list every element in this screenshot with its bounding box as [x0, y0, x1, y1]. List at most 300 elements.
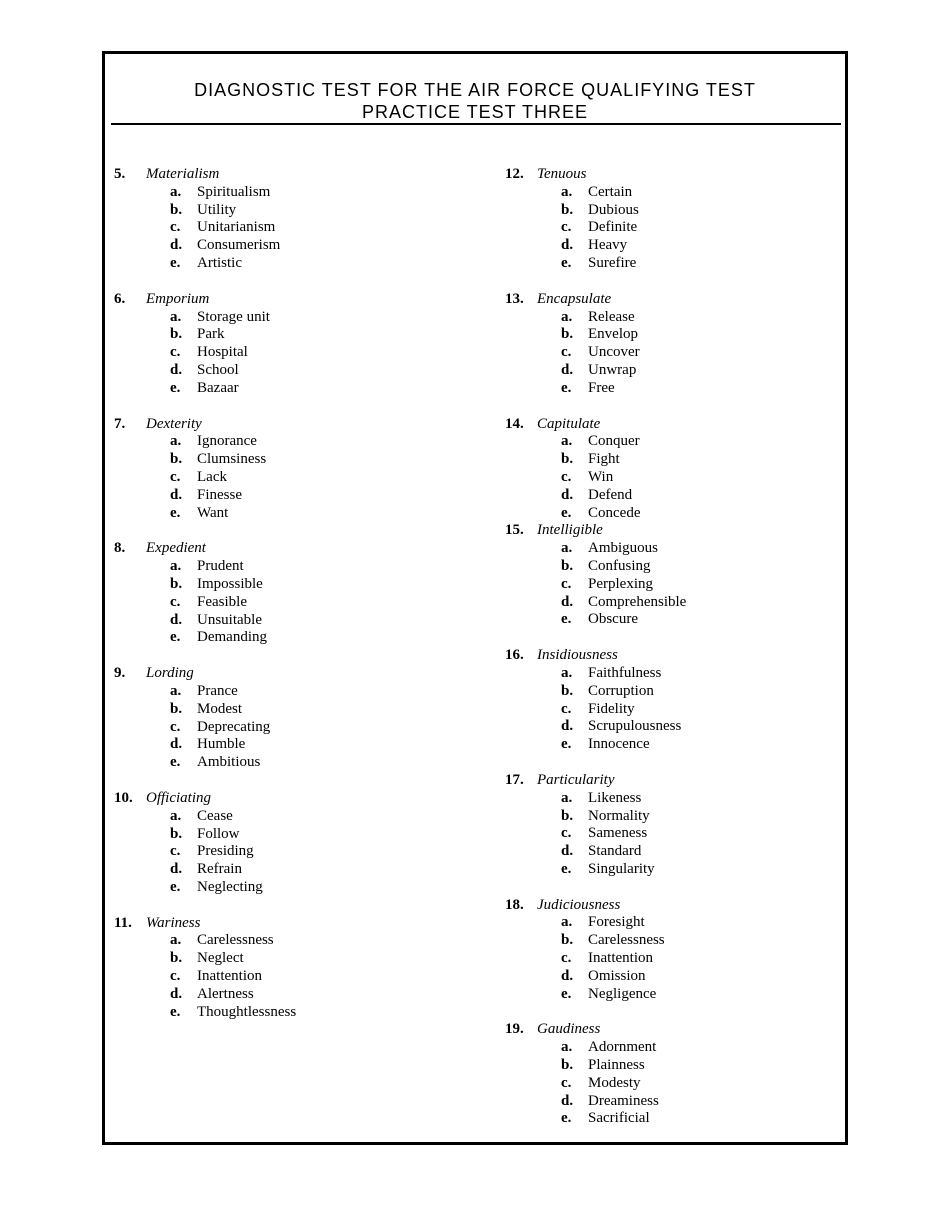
- option-text: Refrain: [197, 861, 242, 878]
- option-letter: c.: [561, 575, 572, 592]
- option-text: Deprecating: [197, 718, 271, 735]
- option-letter: c.: [170, 843, 181, 860]
- answer-option[interactable]: [114, 309, 464, 327]
- answer-option[interactable]: [505, 808, 835, 826]
- answer-option[interactable]: [114, 701, 464, 719]
- answer-option[interactable]: [114, 986, 464, 1004]
- answer-option[interactable]: [114, 433, 464, 451]
- option-text: Free: [588, 379, 615, 396]
- option-letter: e.: [170, 254, 181, 271]
- test-subtitle: PRACTICE TEST THREE: [361, 102, 589, 122]
- answer-option[interactable]: [505, 932, 835, 950]
- option-letter: d.: [561, 718, 574, 735]
- answer-option[interactable]: [505, 790, 835, 808]
- answer-option[interactable]: [114, 879, 464, 897]
- answer-option[interactable]: [114, 505, 464, 523]
- question-spacer: [114, 772, 464, 790]
- option-text: Dreaminess: [588, 1092, 659, 1109]
- option-text: Foresight: [588, 914, 645, 931]
- answer-option[interactable]: [114, 683, 464, 701]
- option-text: Corruption: [588, 682, 654, 699]
- answer-option[interactable]: [505, 950, 835, 968]
- option-letter: b.: [170, 950, 183, 967]
- option-letter: d.: [561, 361, 574, 378]
- option-letter: a.: [170, 308, 182, 325]
- question-block: [505, 897, 835, 1004]
- option-letter: d.: [170, 736, 183, 753]
- answer-option[interactable]: [114, 843, 464, 861]
- option-text: Release: [588, 308, 635, 325]
- option-text: Bazaar: [197, 379, 239, 396]
- answer-option[interactable]: [505, 219, 835, 237]
- option-text: Ignorance: [197, 433, 257, 450]
- option-text: Demanding: [197, 629, 267, 646]
- answer-option[interactable]: [114, 469, 464, 487]
- option-text: Artistic: [197, 254, 242, 271]
- question-block: [114, 540, 464, 647]
- question-number: 18.: [505, 896, 524, 913]
- answer-option[interactable]: [505, 1057, 835, 1075]
- option-text: Adornment: [588, 1039, 657, 1056]
- option-letter: e.: [170, 878, 181, 895]
- answer-option[interactable]: [114, 219, 464, 237]
- left-question-column: [114, 166, 464, 1021]
- answer-option[interactable]: [505, 1110, 835, 1128]
- option-letter: b.: [170, 451, 183, 468]
- option-letter: c.: [170, 593, 181, 610]
- answer-option[interactable]: [505, 469, 835, 487]
- option-letter: b.: [561, 326, 574, 343]
- option-letter: c.: [561, 700, 572, 717]
- question-spacer: [114, 897, 464, 915]
- option-text: Fight: [588, 451, 620, 468]
- question-number: 10.: [114, 789, 133, 806]
- option-text: Neglect: [197, 950, 244, 967]
- option-letter: c.: [170, 219, 181, 236]
- option-letter: a.: [170, 807, 182, 824]
- option-letter: e.: [170, 504, 181, 521]
- answer-option[interactable]: [114, 950, 464, 968]
- question-line: [114, 665, 464, 683]
- answer-option[interactable]: [114, 558, 464, 576]
- option-text: Unitarianism: [197, 219, 276, 236]
- answer-option[interactable]: [505, 344, 835, 362]
- option-letter: c.: [170, 718, 181, 735]
- option-letter: d.: [170, 861, 183, 878]
- option-text: Surefire: [588, 254, 637, 271]
- question-word: Expedient: [146, 540, 206, 557]
- answer-option[interactable]: [505, 1039, 835, 1057]
- question-line: [114, 416, 464, 434]
- answer-option[interactable]: [505, 843, 835, 861]
- answer-option[interactable]: [505, 380, 835, 398]
- answer-option[interactable]: [114, 968, 464, 986]
- option-letter: b.: [170, 201, 183, 218]
- option-text: Presiding: [197, 843, 254, 860]
- option-letter: a.: [561, 789, 573, 806]
- answer-option[interactable]: [114, 932, 464, 950]
- question-word: Judiciousness: [537, 896, 621, 913]
- question-number: 19.: [505, 1021, 524, 1038]
- option-text: Carelessness: [588, 932, 665, 949]
- question-block: [114, 291, 464, 398]
- option-letter: d.: [561, 237, 574, 254]
- answer-option[interactable]: [114, 255, 464, 273]
- option-letter: a.: [170, 558, 182, 575]
- option-text: Prance: [197, 682, 238, 699]
- answer-option[interactable]: [114, 326, 464, 344]
- answer-option[interactable]: [505, 255, 835, 273]
- option-letter: c.: [561, 344, 572, 361]
- question-block: [505, 166, 835, 273]
- answer-option[interactable]: [114, 451, 464, 469]
- option-letter: b.: [561, 1057, 574, 1074]
- right-question-column: [505, 166, 835, 1128]
- question-spacer: [505, 879, 835, 897]
- option-text: Carelessness: [197, 932, 274, 949]
- option-text: Negligence: [588, 985, 657, 1002]
- option-text: Perplexing: [588, 575, 653, 592]
- answer-option[interactable]: [114, 576, 464, 594]
- question-number: 15.: [505, 522, 524, 539]
- answer-option[interactable]: [505, 237, 835, 255]
- answer-option[interactable]: [505, 914, 835, 932]
- question-number: 17.: [505, 771, 524, 788]
- answer-option[interactable]: [505, 505, 835, 523]
- answer-option[interactable]: [505, 736, 835, 754]
- question-spacer: [114, 522, 464, 540]
- option-text: Impossible: [197, 575, 263, 592]
- option-text: Ambiguous: [588, 540, 659, 557]
- option-text: Clumsiness: [197, 451, 267, 468]
- option-letter: c.: [561, 468, 572, 485]
- answer-option[interactable]: [505, 1093, 835, 1111]
- answer-option[interactable]: [114, 237, 464, 255]
- option-letter: d.: [561, 843, 574, 860]
- option-text: Dubious: [588, 201, 639, 218]
- option-letter: e.: [561, 860, 572, 877]
- option-text: Spiritualism: [197, 183, 271, 200]
- option-letter: c.: [170, 344, 181, 361]
- answer-option[interactable]: [505, 968, 835, 986]
- option-letter: a.: [561, 308, 573, 325]
- option-letter: e.: [170, 754, 181, 771]
- option-text: Omission: [588, 967, 646, 984]
- option-letter: e.: [170, 629, 181, 646]
- option-text: Faithfulness: [588, 664, 662, 681]
- question-line: [505, 772, 835, 790]
- option-letter: d.: [561, 593, 574, 610]
- question-block: [505, 522, 835, 629]
- question-line: [505, 166, 835, 184]
- question-line: [505, 897, 835, 915]
- question-line: [505, 291, 835, 309]
- option-text: Concede: [588, 504, 641, 521]
- answer-option[interactable]: [505, 326, 835, 344]
- option-text: Conquer: [588, 433, 640, 450]
- question-word: Lording: [146, 665, 194, 682]
- question-line: [114, 915, 464, 933]
- question-number: 6.: [114, 290, 126, 307]
- answer-option[interactable]: [114, 344, 464, 362]
- question-word: Dexterity: [146, 415, 202, 432]
- option-text: Uncover: [588, 344, 640, 361]
- answer-option[interactable]: [505, 594, 835, 612]
- option-letter: b.: [170, 326, 183, 343]
- option-text: Obscure: [588, 611, 638, 628]
- option-letter: d.: [170, 611, 183, 628]
- question-word: Emporium: [146, 290, 210, 307]
- option-letter: e.: [561, 736, 572, 753]
- answer-option[interactable]: [114, 736, 464, 754]
- option-text: Hospital: [197, 344, 248, 361]
- option-text: Alertness: [197, 985, 254, 1002]
- option-letter: a.: [561, 540, 573, 557]
- answer-option[interactable]: [114, 362, 464, 380]
- question-spacer: [114, 398, 464, 416]
- option-letter: e.: [561, 1110, 572, 1127]
- question-spacer: [505, 1003, 835, 1021]
- answer-option[interactable]: [505, 576, 835, 594]
- option-text: Follow: [197, 825, 240, 842]
- option-letter: a.: [561, 1039, 573, 1056]
- answer-option[interactable]: [505, 825, 835, 843]
- test-title: DIAGNOSTIC TEST FOR THE AIR FORCE QUALIFYING TEST: [194, 80, 756, 100]
- option-letter: b.: [561, 201, 574, 218]
- question-block: [505, 1021, 835, 1128]
- option-letter: e.: [170, 1003, 181, 1020]
- option-letter: a.: [170, 183, 182, 200]
- option-text: School: [197, 361, 239, 378]
- question-block: [114, 166, 464, 273]
- question-number: 13.: [505, 290, 524, 307]
- answer-option[interactable]: [505, 718, 835, 736]
- question-number: 5.: [114, 166, 126, 182]
- option-letter: c.: [561, 1074, 572, 1091]
- option-text: Feasible: [197, 593, 247, 610]
- answer-option[interactable]: [114, 594, 464, 612]
- test-header: [105, 79, 845, 123]
- option-text: Modesty: [588, 1074, 641, 1091]
- option-text: Neglecting: [197, 878, 263, 895]
- answer-option[interactable]: [505, 986, 835, 1004]
- question-word: Materialism: [146, 166, 220, 182]
- answer-option[interactable]: [505, 451, 835, 469]
- question-number: 9.: [114, 665, 126, 682]
- option-letter: b.: [561, 682, 574, 699]
- option-text: Consumerism: [197, 237, 281, 254]
- question-number: 11.: [114, 914, 132, 931]
- question-block: [505, 416, 835, 523]
- answer-option[interactable]: [505, 701, 835, 719]
- answer-option[interactable]: [505, 683, 835, 701]
- answer-option[interactable]: [114, 629, 464, 647]
- question-spacer: [505, 629, 835, 647]
- question-number: 16.: [505, 647, 524, 664]
- option-letter: c.: [561, 219, 572, 236]
- answer-option[interactable]: [114, 184, 464, 202]
- answer-option[interactable]: [505, 540, 835, 558]
- option-letter: a.: [561, 183, 573, 200]
- option-text: Fidelity: [588, 700, 635, 717]
- option-text: Scrupulousness: [588, 718, 682, 735]
- option-letter: d.: [170, 985, 183, 1002]
- answer-option[interactable]: [505, 1075, 835, 1093]
- question-block: [505, 647, 835, 754]
- option-letter: b.: [561, 451, 574, 468]
- answer-option[interactable]: [505, 184, 835, 202]
- option-text: Storage unit: [197, 308, 270, 325]
- option-text: Defend: [588, 486, 633, 503]
- question-word: Tenuous: [537, 166, 587, 182]
- option-letter: c.: [561, 950, 572, 967]
- question-block: [505, 772, 835, 879]
- option-letter: e.: [170, 379, 181, 396]
- question-word: Encapsulate: [537, 290, 612, 307]
- option-text: Sameness: [588, 825, 648, 842]
- question-number: 8.: [114, 540, 126, 557]
- answer-option[interactable]: [114, 202, 464, 220]
- option-letter: a.: [561, 664, 573, 681]
- option-letter: b.: [170, 575, 183, 592]
- option-letter: b.: [170, 700, 183, 717]
- option-letter: e.: [561, 254, 572, 271]
- option-text: Lack: [197, 468, 227, 485]
- answer-option[interactable]: [505, 665, 835, 683]
- question-word: Capitulate: [537, 415, 601, 432]
- option-letter: a.: [561, 914, 573, 931]
- option-text: Likeness: [588, 789, 642, 806]
- option-text: Inattention: [588, 950, 653, 967]
- option-letter: c.: [561, 825, 572, 842]
- question-spacer: [114, 647, 464, 665]
- option-text: Comprehensible: [588, 593, 687, 610]
- answer-option[interactable]: [114, 754, 464, 772]
- option-text: Innocence: [588, 736, 650, 753]
- option-letter: a.: [561, 433, 573, 450]
- question-line: [114, 166, 464, 184]
- option-letter: d.: [170, 361, 183, 378]
- option-text: Certain: [588, 183, 633, 200]
- answer-option[interactable]: [505, 861, 835, 879]
- question-word: Gaudiness: [537, 1021, 601, 1038]
- option-text: Win: [588, 468, 614, 485]
- option-text: Envelop: [588, 326, 638, 343]
- option-text: Cease: [197, 807, 233, 824]
- question-block: [114, 915, 464, 1022]
- option-letter: c.: [170, 468, 181, 485]
- answer-option[interactable]: [114, 380, 464, 398]
- question-number: 14.: [505, 415, 524, 432]
- option-text: Humble: [197, 736, 246, 753]
- option-letter: e.: [561, 985, 572, 1002]
- answer-option[interactable]: [114, 1004, 464, 1022]
- answer-option[interactable]: [505, 558, 835, 576]
- question-block: [114, 416, 464, 523]
- option-letter: e.: [561, 379, 572, 396]
- question-word: Insidiousness: [537, 647, 618, 664]
- option-text: Prudent: [197, 558, 244, 575]
- option-letter: a.: [170, 932, 182, 949]
- option-text: Heavy: [588, 237, 628, 254]
- option-text: Inattention: [197, 968, 262, 985]
- question-spacer: [114, 273, 464, 291]
- header-divider: [111, 123, 841, 125]
- option-letter: a.: [170, 433, 182, 450]
- option-letter: b.: [561, 932, 574, 949]
- option-letter: d.: [561, 967, 574, 984]
- question-word: Officiating: [146, 789, 211, 806]
- question-block: [114, 790, 464, 897]
- question-line: [505, 1021, 835, 1039]
- answer-option[interactable]: [114, 487, 464, 505]
- option-text: Singularity: [588, 860, 655, 877]
- option-letter: d.: [561, 1092, 574, 1109]
- option-text: Unwrap: [588, 361, 637, 378]
- option-letter: d.: [170, 237, 183, 254]
- option-text: Utility: [197, 201, 237, 218]
- question-block: [114, 665, 464, 772]
- answer-option[interactable]: [114, 861, 464, 879]
- question-line: [505, 522, 835, 540]
- question-line: [114, 291, 464, 309]
- answer-option[interactable]: [505, 611, 835, 629]
- option-text: Want: [197, 504, 229, 521]
- question-line: [505, 416, 835, 434]
- question-number: 7.: [114, 415, 126, 432]
- option-text: Definite: [588, 219, 638, 236]
- answer-option[interactable]: [114, 612, 464, 630]
- option-letter: c.: [170, 968, 181, 985]
- option-text: Plainness: [588, 1057, 645, 1074]
- option-letter: b.: [561, 807, 574, 824]
- option-text: Thoughtlessness: [197, 1003, 297, 1020]
- option-text: Sacrificial: [588, 1110, 650, 1127]
- answer-option[interactable]: [505, 362, 835, 380]
- option-text: Park: [197, 326, 225, 343]
- option-text: Normality: [588, 807, 650, 824]
- test-page-frame: [102, 51, 848, 1145]
- option-text: Ambitious: [197, 754, 261, 771]
- option-text: Modest: [197, 700, 242, 717]
- question-line: [114, 790, 464, 808]
- question-spacer: [505, 754, 835, 772]
- question-spacer: [505, 398, 835, 416]
- option-text: Standard: [588, 843, 642, 860]
- question-word: Wariness: [146, 914, 201, 931]
- answer-option[interactable]: [505, 309, 835, 327]
- option-letter: e.: [561, 611, 572, 628]
- question-line: [114, 540, 464, 558]
- question-number: 12.: [505, 166, 524, 182]
- question-word: Particularity: [537, 771, 615, 788]
- answer-option[interactable]: [114, 826, 464, 844]
- option-text: Confusing: [588, 557, 651, 574]
- option-letter: b.: [170, 825, 183, 842]
- option-letter: a.: [170, 682, 182, 699]
- option-letter: e.: [561, 504, 572, 521]
- answer-option[interactable]: [114, 719, 464, 737]
- option-letter: d.: [561, 486, 574, 503]
- question-block: [505, 291, 835, 398]
- answer-option[interactable]: [505, 433, 835, 451]
- answer-option[interactable]: [505, 487, 835, 505]
- answer-option[interactable]: [114, 808, 464, 826]
- answer-option[interactable]: [505, 202, 835, 220]
- option-text: Unsuitable: [197, 611, 262, 628]
- option-text: Finesse: [197, 486, 242, 503]
- question-spacer: [505, 273, 835, 291]
